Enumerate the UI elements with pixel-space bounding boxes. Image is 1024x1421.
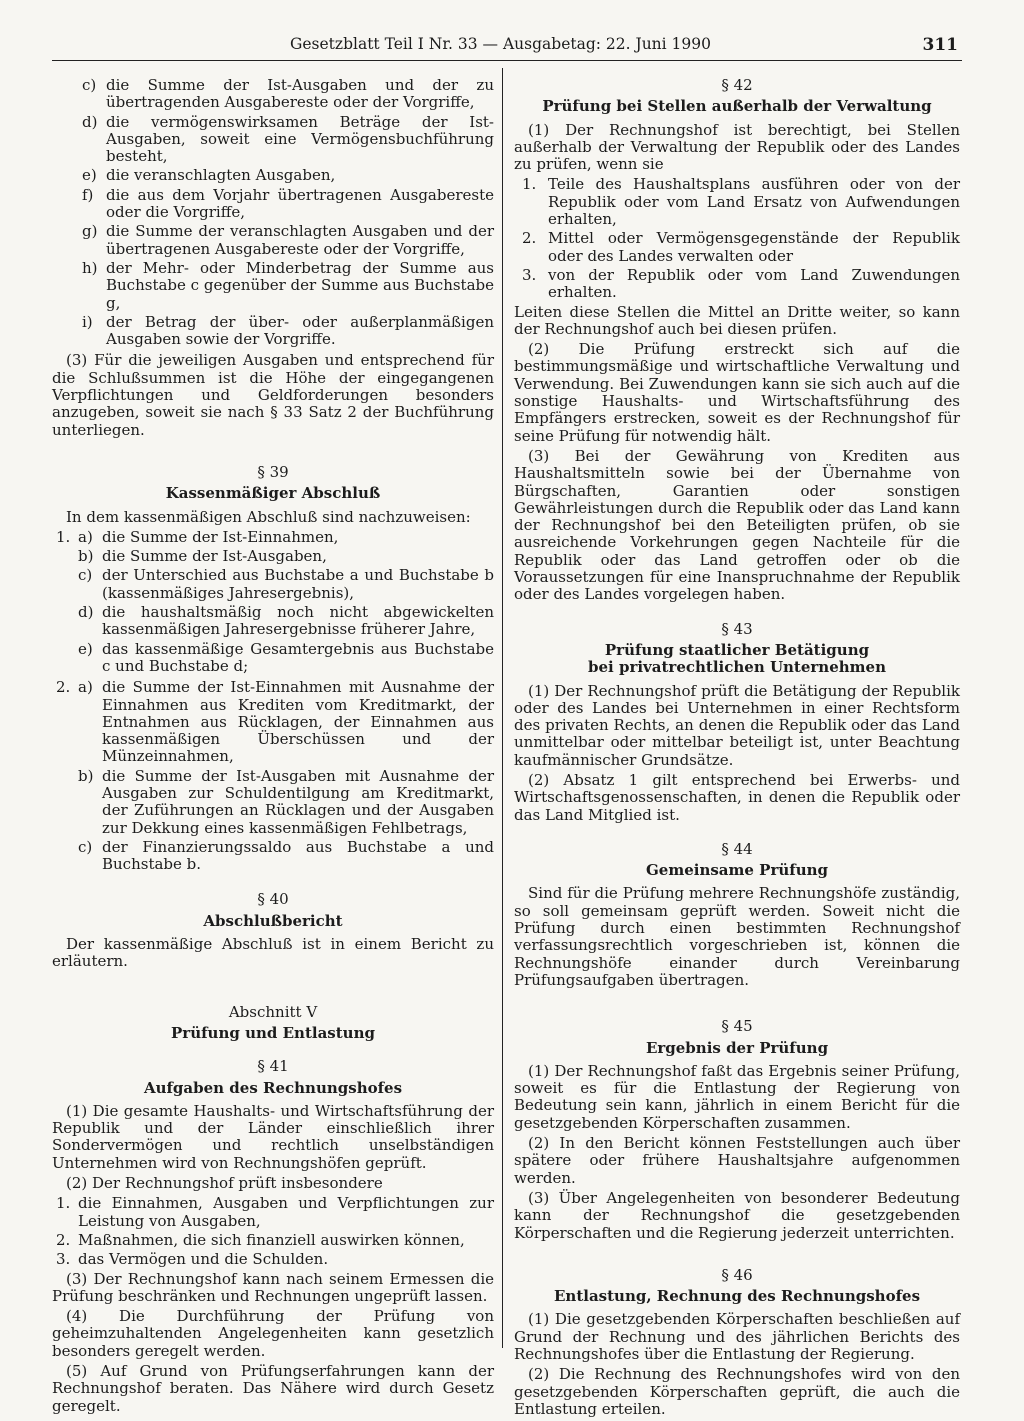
list-item: e) die veranschlagten Ausgaben, [82, 166, 336, 185]
section-number: § 45 [721, 1017, 753, 1036]
section-title: Prüfung bei Stellen außerhalb der Verwaltung [542, 97, 932, 116]
list-group: 1. a) die Summe der Ist-Einnahmen, b) die Summe der Ist-Ausgaben, c) der Unterschied aus Buchstabe a und Buchstabe b (kassenmäßiges Jahresergebnis), d) die haushaltsmäßig noch nicht abgewickelten kassenmäßigen Jahresergebnisse früherer Jahre, e) das kassenmäßige Gesamtergebnis aus Buchstabe c und Buchstabe d; [56, 527, 494, 675]
paragraph: Leiten diese Stellen die Mittel an Dritte weiter, so kann der Rechnungshof auch bei diesen prüfen. [514, 302, 960, 338]
list-top [52, 77, 494, 348]
section-number: § 44 [721, 839, 753, 858]
list-item: i) der Betrag der über- oder außerplanmäßigen Ausgaben sowie der Vorgriffe. [82, 312, 494, 349]
section-number: § 43 [721, 619, 753, 638]
list-item: c) der Finanzierungssaldo aus Buchstabe a und Buchstabe b. [78, 837, 494, 874]
section-title: Ergebnis der Prüfung [645, 1038, 829, 1057]
list-item: g) die Summe der veranschlagten Ausgaben und der übertragenen Ausgabereste oder der Vorgriffe, [82, 222, 494, 258]
paragraph: (1) Der Rechnungshof ist berechtigt, bei Stellen außerhalb der Verwaltung der Republik oder des Landes zu prüfen, wenn sie [514, 120, 960, 174]
list-item: d) die haushaltsmäßig noch nicht abgewickelten kassenmäßigen Jahresergebnisse früherer Jahre, [78, 603, 494, 639]
section-title: Gemeinsame Prüfung [645, 861, 828, 880]
list-item: a) die Summe der Ist-Einnahmen, [78, 527, 339, 546]
page-number: 311 [922, 35, 958, 55]
section-title: Aufgaben des Rechnungshofes [143, 1078, 403, 1097]
list-item: d) die vermögenswirksamen Beträge der Ist-Ausgaben, soweit eine Vermögensbuchführung besteht, [82, 112, 494, 166]
section-title: Abschlußbericht [203, 911, 343, 930]
paragraph: (3) Über Angelegenheiten von besonderer Bedeutung kann der Rechnungshof die gesetzgebenden Körperschaften und die Regierung jederzeit unterrichten. [514, 1188, 960, 1242]
section-number: § 41 [257, 1057, 289, 1076]
paragraph: (1) Die gesetzgebenden Körperschaften beschließen auf Grund der Rechnung und des jährlichen Berichts des Rechnungshofes über die Entlastung der Regierung. [514, 1310, 960, 1363]
paragraph: (2) In den Bericht können Feststellungen auch über spätere oder frühere Haushaltsjahre aufgenommen werden. [514, 1134, 960, 1187]
chapter-title: Prüfung und Entlastung [171, 1023, 375, 1042]
paragraph: Sind für die Prüfung mehrere Rechnungshöfe zuständig, so soll gemeinsam geprüft werden. Soweit nicht die Prüfung durch einen bestimmten Rechnungshof verfassungsrechtlich vorgeschrieben ist, können die Rechnungshöfe einander durch Vereinbarung Prüfungsaufgaben übertragen. [514, 884, 960, 989]
paragraph: (2) Absatz 1 gilt entsprechend bei Erwerbs- und Wirtschaftsgenossenschaften, in denen die Republik oder das Land Mitglied ist. [514, 770, 960, 824]
list-item: 3. von der Republik oder vom Land Zuwendungen erhalten. [522, 265, 960, 302]
list-item: e) das kassenmäßige Gesamtergebnis aus Buchstabe c und Buchstabe d; [78, 639, 494, 675]
section-number: § 42 [721, 76, 753, 94]
paragraph: (1) Der Rechnungshof prüft die Betätigung der Republik oder des Landes bei Unternehmen in einer Rechtsform des privaten Rechts, an denen die Republik oder das Land unmittelbar oder mittelbar beteiligt ist, unter Beachtung kaufmännischer Grundsätze. [514, 681, 960, 769]
list-group: 2. a) die Summe der Ist-Einnahmen mit Ausnahme der Einnahmen aus Krediten vom Kreditmarkt, der Entnahmen aus Rücklagen, der Einnahmen aus kassenmäßigen Überschüssen und der Münzeinnahmen, b) die Summe der Ist-Ausgaben mit Ausnahme der Ausgaben zur Schuldentilgung am Kreditmarkt, der Zuführungen an Rücklagen und der Ausgaben zur Dekkung eines kassenmäßigen Fehlbetrags, c) der Finanzierungssaldo aus Buchstabe a und Buchstabe b. [56, 678, 494, 874]
list-item: 1. die Einnahmen, Ausgaben und Verpflichtungen zur Leistung von Ausgaben, [56, 1194, 494, 1230]
list-item: 1. Teile des Haushaltsplans ausführen oder von der Republik oder vom Land Ersatz von Aufwendungen erhalten, [522, 175, 960, 229]
right-column [514, 77, 960, 1421]
section-title: Entlastung, Rechnung des Rechnungshofes [553, 1287, 921, 1306]
paragraph: (2) Die Rechnung des Rechnungshofes wird von den gesetzgebenden Körperschaften geprüft, die auch die Entlastung erteilen. [514, 1365, 960, 1418]
column-divider [502, 68, 503, 1348]
list-item: b) die Summe der Ist-Ausgaben, [78, 547, 327, 566]
paragraph: (5) Auf Grund von Prüfungserfahrungen kann der Rechnungshof beraten. Das Nähere wird durch Gesetz geregelt. [52, 1362, 494, 1415]
section-title-line2: bei privatrechtlichen Unternehmen [588, 658, 886, 677]
list-item: 2. Maßnahmen, die sich finanziell auswirken können, [56, 1230, 465, 1249]
paragraph: (1) Der Rechnungshof faßt das Ergebnis seiner Prüfung, soweit es für die Entlastung der Regierung von Bedeutung sein kann, jährlich in einem Bericht für die gesetzgebenden Körperschaften zusammen. [514, 1061, 960, 1132]
page-header [52, 34, 962, 61]
list-item: c) der Unterschied aus Buchstabe a und Buchstabe b (kassenmäßiges Jahresergebnis), [78, 566, 494, 602]
chapter-label: Abschnitt V [228, 1002, 318, 1021]
paragraph: (3) Für die jeweiligen Ausgaben und entsprechend für die Schlußsummen ist die Höhe der eingegangenen Verpflichtungen und Geldforderungen besonders anzugeben, soweit sie nach § 33 Satz 2 der Buchführung unterliegen. [52, 351, 494, 439]
list-item: f) die aus dem Vorjahr übertragenen Ausgabereste oder die Vorgriffe, [82, 185, 494, 222]
paragraph: (2) Die Prüfung erstreckt sich auf die bestimmungsmäßige und wirtschaftliche Verwaltung und Verwendung. Bei Zuwendungen kann sie sich auch auf die sonstige Haushalts- und Wirtschaftsführung des Empfängers erstrecken, soweit es der Rechnungshof für seine Prüfung für notwendig hält. [514, 340, 960, 445]
section-number: § 40 [257, 890, 289, 909]
section-number: § 39 [257, 462, 289, 481]
paragraph: Der kassenmäßige Abschluß ist in einem Bericht zu erläutern. [52, 935, 494, 971]
paragraph: (1) Die gesamte Haushalts- und Wirtschaftsführung der Republik und der Länder einschließlich ihrer Sondervermögen und rechtlich unselbständigen Unternehmen wird von Rechnungshöfen geprüft. [52, 1101, 494, 1172]
paragraph: (3) Der Rechnungshof kann nach seinem Ermessen die Prüfung beschränken und Rechnungen ungeprüft lassen. [52, 1269, 494, 1305]
list-item: 3. das Vermögen und die Schulden. [56, 1250, 329, 1269]
paragraph: (4) Die Durchführung der Prüfung von geheimzuhaltenden Angelegenheiten kann gesetzlich besonders geregelt werden. [52, 1307, 494, 1360]
header-title: Gesetzblatt Teil I Nr. 33 — Ausgabetag: 22. Juni 1990 [290, 35, 711, 53]
section-title: Prüfung staatlicher Betätigung [604, 640, 870, 659]
paragraph: (3) Bei der Gewährung von Krediten aus Haushaltsmitteln sowie bei der Übernahme von Bürgschaften, Garantien oder sonstigen Gewährleistungen durch die Republik oder das Land kann der Rechnungshof bei den Beteiligten prüfen, ob sie ausreichende Vorkehrungen gegen Nachteile für die Republik oder das Land getroffen oder ob die Voraussetzungen für eine Inanspruchnahme der Republik oder des Landes vorgelegen haben. [514, 446, 960, 604]
list-item: c) die Summe der Ist-Ausgaben und der zu übertragenden Ausgabereste oder der Vorgriffe, [82, 76, 494, 112]
section-title: Kassenmäßiger Abschluß [165, 484, 381, 503]
list-item: h) der Mehr- oder Minderbetrag der Summe aus Buchstabe c gegenüber der Summe aus Buchstabe g, [82, 258, 494, 312]
section-number: § 46 [721, 1265, 753, 1284]
paragraph: In dem kassenmäßigen Abschluß sind nachzuweisen: [66, 507, 471, 526]
list-item: a) die Summe der Ist-Einnahmen mit Ausnahme der Einnahmen aus Krediten vom Kreditmarkt, der Entnahmen aus Rücklagen, der Einnahmen aus kassenmäßigen Überschüssen und der Münzeinnahmen, [78, 678, 494, 766]
left-column [52, 77, 494, 1418]
list-item: 2. Mittel oder Vermögensgegenstände der Republik oder des Landes verwalten oder [522, 229, 960, 265]
paragraph: (2) Der Rechnungshof prüft insbesondere [66, 1174, 383, 1193]
list-item: b) die Summe der Ist-Ausgaben mit Ausnahme der Ausgaben zur Schuldentilgung am Kreditmarkt, der Zuführungen an Rücklagen und der Ausgaben zur Dekkung eines kassenmäßigen Fehlbetrags, [78, 766, 494, 837]
